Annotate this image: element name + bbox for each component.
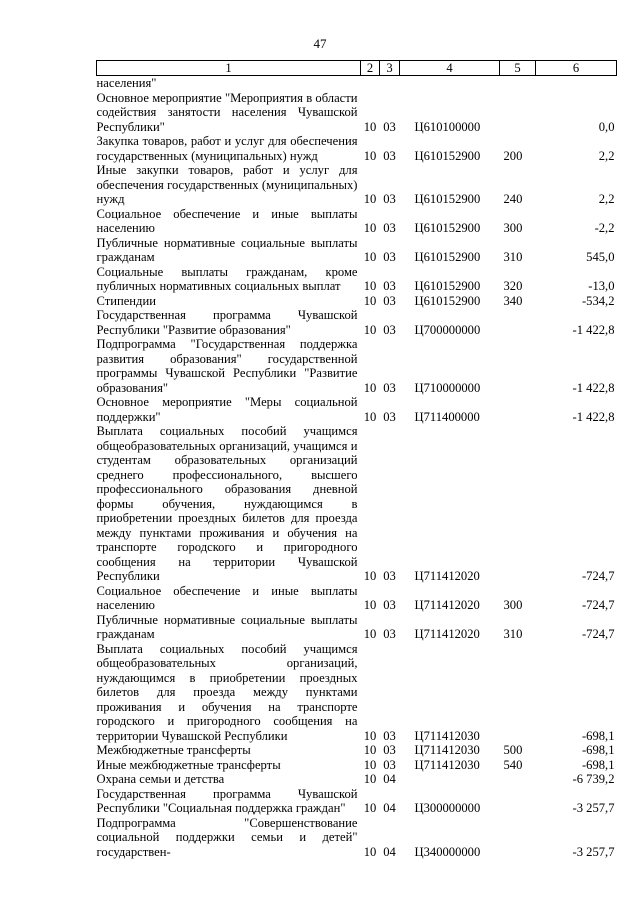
row-expense-type-cell: 300 bbox=[503, 221, 523, 235]
row-name-cell: Закупка товаров, работ и услуг для обеспечения государственных (муниципальных) нужд bbox=[96, 134, 358, 163]
row-target-code-cell: Ц711412030 bbox=[414, 757, 480, 772]
row-expense-type-cell: 540 bbox=[503, 757, 523, 772]
row-expense-type-cell bbox=[500, 308, 536, 337]
row-target-code-cell: Ц710000000 bbox=[414, 380, 481, 395]
row-expense-type-cell: 320 bbox=[503, 279, 523, 293]
table-row bbox=[97, 163, 617, 207]
row-subsection-cell: 04 bbox=[383, 772, 396, 786]
row-amount-cell: -2,2 bbox=[594, 221, 615, 235]
row-target-code-cell: Ц610152900 bbox=[414, 279, 481, 293]
row-subsection-cell: 03 bbox=[383, 598, 396, 612]
row-amount-cell: -724,7 bbox=[581, 569, 615, 583]
row-section-cell: 10 bbox=[363, 598, 377, 612]
row-target-code-cell: Ц340000000 bbox=[414, 844, 481, 859]
table-row bbox=[97, 294, 617, 309]
row-section-cell: 10 bbox=[363, 569, 377, 583]
row-amount-cell: 0,0 bbox=[598, 119, 615, 134]
row-subsection-cell: 03 bbox=[383, 250, 396, 264]
row-name-cell: Выплата социальных пособий учащимся общеобразовательных организаций, нуждающимся в приобретении проездных билетов для проезда между пунктами проживания и обучения на транспорте городского и пригородного сообщения на территории Чувашской Республики bbox=[96, 641, 358, 743]
row-section-cell bbox=[361, 76, 380, 91]
row-name-cell: Основное мероприятие "Меры социальной поддержки" bbox=[96, 395, 358, 424]
row-section-cell: 10 bbox=[363, 844, 377, 859]
row-name-cell: Публичные нормативные социальные выплаты гражданам bbox=[96, 235, 358, 264]
row-subsection-cell: 03 bbox=[383, 409, 396, 424]
row-subsection-cell: 03 bbox=[383, 728, 396, 743]
row-name-cell: Социальные выплаты гражданам, кроме публичных нормативных социальных выплат bbox=[96, 264, 358, 293]
row-expense-type-cell bbox=[500, 772, 536, 787]
row-amount-cell: 545,0 bbox=[586, 250, 615, 264]
row-expense-type-cell: 300 bbox=[503, 598, 523, 612]
table-row bbox=[97, 743, 617, 758]
row-amount-cell: -13,0 bbox=[588, 279, 615, 293]
row-subsection-cell: 03 bbox=[383, 743, 396, 757]
row-expense-type-cell bbox=[500, 76, 536, 91]
header-cell-expense-type: 5 bbox=[500, 61, 536, 76]
row-section-cell: 10 bbox=[363, 743, 377, 757]
row-name-cell: Стипендии bbox=[96, 293, 156, 308]
row-section-cell: 10 bbox=[363, 409, 377, 424]
table-row bbox=[97, 395, 617, 424]
row-subsection-cell: 03 bbox=[383, 119, 396, 134]
table-row bbox=[97, 642, 617, 744]
row-amount-cell: -1 422,8 bbox=[572, 409, 615, 424]
row-section-cell: 10 bbox=[363, 192, 377, 206]
table-row bbox=[97, 613, 617, 642]
row-section-cell: 10 bbox=[363, 322, 377, 337]
row-name-cell: населения" bbox=[96, 76, 157, 90]
table-row bbox=[97, 772, 617, 787]
row-subsection-cell: 03 bbox=[383, 627, 396, 641]
row-expense-type-cell bbox=[500, 816, 536, 860]
row-amount-cell: -534,2 bbox=[581, 293, 615, 308]
header-cell-section: 2 bbox=[361, 61, 380, 76]
row-target-code-cell: Ц700000000 bbox=[414, 322, 481, 337]
row-name-cell: Иные межбюджетные трансферты bbox=[96, 757, 281, 772]
row-expense-type-cell: 310 bbox=[503, 627, 523, 641]
row-amount-cell: 2,2 bbox=[598, 192, 615, 206]
row-target-code-cell: Ц711412020 bbox=[414, 627, 480, 641]
row-target-code-cell: Ц300000000 bbox=[414, 801, 481, 815]
table-row bbox=[97, 337, 617, 395]
row-expense-type-cell bbox=[500, 337, 536, 395]
row-name-cell: Социальное обеспечение и иные выплаты населению bbox=[96, 583, 358, 612]
row-expense-type-cell: 200 bbox=[503, 148, 523, 163]
row-amount-cell: -3 257,7 bbox=[572, 844, 615, 859]
row-expense-type-cell: 240 bbox=[503, 192, 523, 206]
row-subsection-cell bbox=[380, 76, 400, 91]
row-amount-cell: -724,7 bbox=[581, 598, 615, 612]
header-cell-name: 1 bbox=[97, 61, 361, 76]
row-subsection-cell: 03 bbox=[383, 569, 396, 583]
table-row bbox=[97, 134, 617, 163]
row-name-cell: Выплата социальных пособий учащимся общеобразовательных организаций, учащимся и студентам образовательных организаций среднего профессионального, высшего профессионального образования дневной формы обучения, нуждающимся в приобретении проездных билетов для проезда между пунктами проживания и обучения на транспорте городского и пригородного сообщения на территории Чувашской Республики bbox=[96, 424, 358, 583]
row-amount-cell: -698,1 bbox=[581, 743, 615, 757]
row-name-cell: Государственная программа Чувашской Республики "Развитие образования" bbox=[96, 308, 358, 337]
row-subsection-cell: 03 bbox=[383, 757, 396, 772]
row-name-cell: Основное мероприятие "Мероприятия в области содействия занятости населения Чувашской Республики" bbox=[96, 90, 358, 134]
row-target-code-cell: Ц711412020 bbox=[414, 598, 480, 612]
row-subsection-cell: 03 bbox=[383, 293, 396, 308]
row-section-cell: 10 bbox=[363, 119, 377, 134]
table-row bbox=[97, 76, 617, 91]
row-target-code-cell: Ц610152900 bbox=[414, 192, 481, 206]
row-amount-cell: -724,7 bbox=[581, 627, 615, 641]
row-target-code-cell: Ц711400000 bbox=[414, 409, 480, 424]
row-name-cell: Социальное обеспечение и иные выплаты населению bbox=[96, 206, 358, 235]
row-expense-type-cell bbox=[500, 787, 536, 816]
row-subsection-cell: 03 bbox=[383, 380, 396, 395]
row-subsection-cell: 03 bbox=[383, 221, 396, 235]
page-number: 47 bbox=[313, 36, 327, 51]
row-amount-cell bbox=[536, 76, 617, 91]
row-section-cell: 10 bbox=[363, 279, 377, 293]
row-subsection-cell: 04 bbox=[383, 844, 396, 859]
row-target-code-cell bbox=[400, 772, 500, 787]
row-name-cell: Охрана семьи и детства bbox=[96, 772, 225, 786]
row-target-code-cell bbox=[400, 76, 500, 91]
header-cell-subsection: 3 bbox=[380, 61, 400, 76]
table-row bbox=[97, 308, 617, 337]
row-section-cell: 10 bbox=[363, 250, 377, 264]
row-subsection-cell: 03 bbox=[383, 148, 396, 163]
table-row bbox=[97, 207, 617, 236]
row-section-cell: 10 bbox=[363, 757, 377, 772]
header-cell-target-code: 4 bbox=[400, 61, 500, 76]
row-expense-type-cell: 310 bbox=[503, 250, 523, 264]
row-target-code-cell: Ц610100000 bbox=[414, 119, 481, 134]
row-target-code-cell: Ц711412030 bbox=[414, 743, 480, 757]
row-expense-type-cell: 340 bbox=[503, 293, 523, 308]
table-row bbox=[97, 265, 617, 294]
row-amount-cell: -698,1 bbox=[581, 757, 615, 772]
row-name-cell: Публичные нормативные социальные выплаты гражданам bbox=[96, 612, 358, 641]
row-amount-cell: -1 422,8 bbox=[572, 322, 615, 337]
row-section-cell: 10 bbox=[363, 627, 377, 641]
row-amount-cell: -1 422,8 bbox=[572, 380, 615, 395]
row-subsection-cell: 04 bbox=[383, 801, 396, 815]
row-name-cell: Иные закупки товаров, работ и услуг для обеспечения государственных (муниципальных) нужд bbox=[96, 163, 358, 206]
row-expense-type-cell bbox=[500, 91, 536, 135]
row-amount-cell: -6 739,2 bbox=[572, 772, 615, 786]
row-section-cell: 10 bbox=[363, 221, 377, 235]
row-section-cell: 10 bbox=[363, 380, 377, 395]
row-name-cell: Государственная программа Чувашской Республики "Социальная поддержка граждан" bbox=[96, 786, 358, 815]
row-section-cell: 10 bbox=[363, 772, 377, 786]
row-section-cell: 10 bbox=[363, 801, 377, 815]
row-amount-cell: -3 257,7 bbox=[572, 801, 615, 815]
table-row bbox=[97, 424, 617, 584]
row-subsection-cell: 03 bbox=[383, 192, 396, 206]
row-expense-type-cell: 500 bbox=[503, 743, 523, 757]
table-header-row bbox=[97, 61, 617, 76]
row-expense-type-cell bbox=[500, 424, 536, 584]
row-amount-cell: -698,1 bbox=[581, 728, 615, 743]
table-row bbox=[97, 91, 617, 135]
row-subsection-cell: 03 bbox=[383, 322, 396, 337]
table-row bbox=[97, 236, 617, 265]
row-amount-cell: 2,2 bbox=[598, 148, 615, 163]
row-target-code-cell: Ц610152900 bbox=[414, 293, 481, 308]
row-section-cell: 10 bbox=[363, 148, 377, 163]
row-subsection-cell: 03 bbox=[383, 279, 396, 293]
row-name-cell: Подпрограмма "Государственная поддержка развития образования" государственной программы Чувашской Республики "Развитие образования" bbox=[96, 337, 358, 395]
header-cell-amount: 6 bbox=[536, 61, 617, 76]
table-row bbox=[97, 584, 617, 613]
row-target-code-cell: Ц610152900 bbox=[414, 221, 481, 235]
table-row bbox=[97, 816, 617, 860]
row-expense-type-cell bbox=[500, 642, 536, 744]
table-row bbox=[97, 758, 617, 773]
row-section-cell: 10 bbox=[363, 728, 377, 743]
table-row bbox=[97, 787, 617, 816]
row-name-cell: Подпрограмма "Совершенствование социальной поддержки семьи и детей" государствен- bbox=[96, 815, 358, 859]
row-target-code-cell: Ц610152900 bbox=[414, 250, 481, 264]
row-target-code-cell: Ц711412030 bbox=[414, 728, 480, 743]
table-body bbox=[97, 76, 617, 860]
row-name-cell: Межбюджетные трансферты bbox=[96, 743, 251, 757]
row-expense-type-cell bbox=[500, 395, 536, 424]
row-target-code-cell: Ц610152900 bbox=[414, 148, 481, 163]
budget-table bbox=[96, 60, 617, 859]
row-target-code-cell: Ц711412020 bbox=[414, 569, 480, 583]
row-section-cell: 10 bbox=[363, 293, 377, 308]
